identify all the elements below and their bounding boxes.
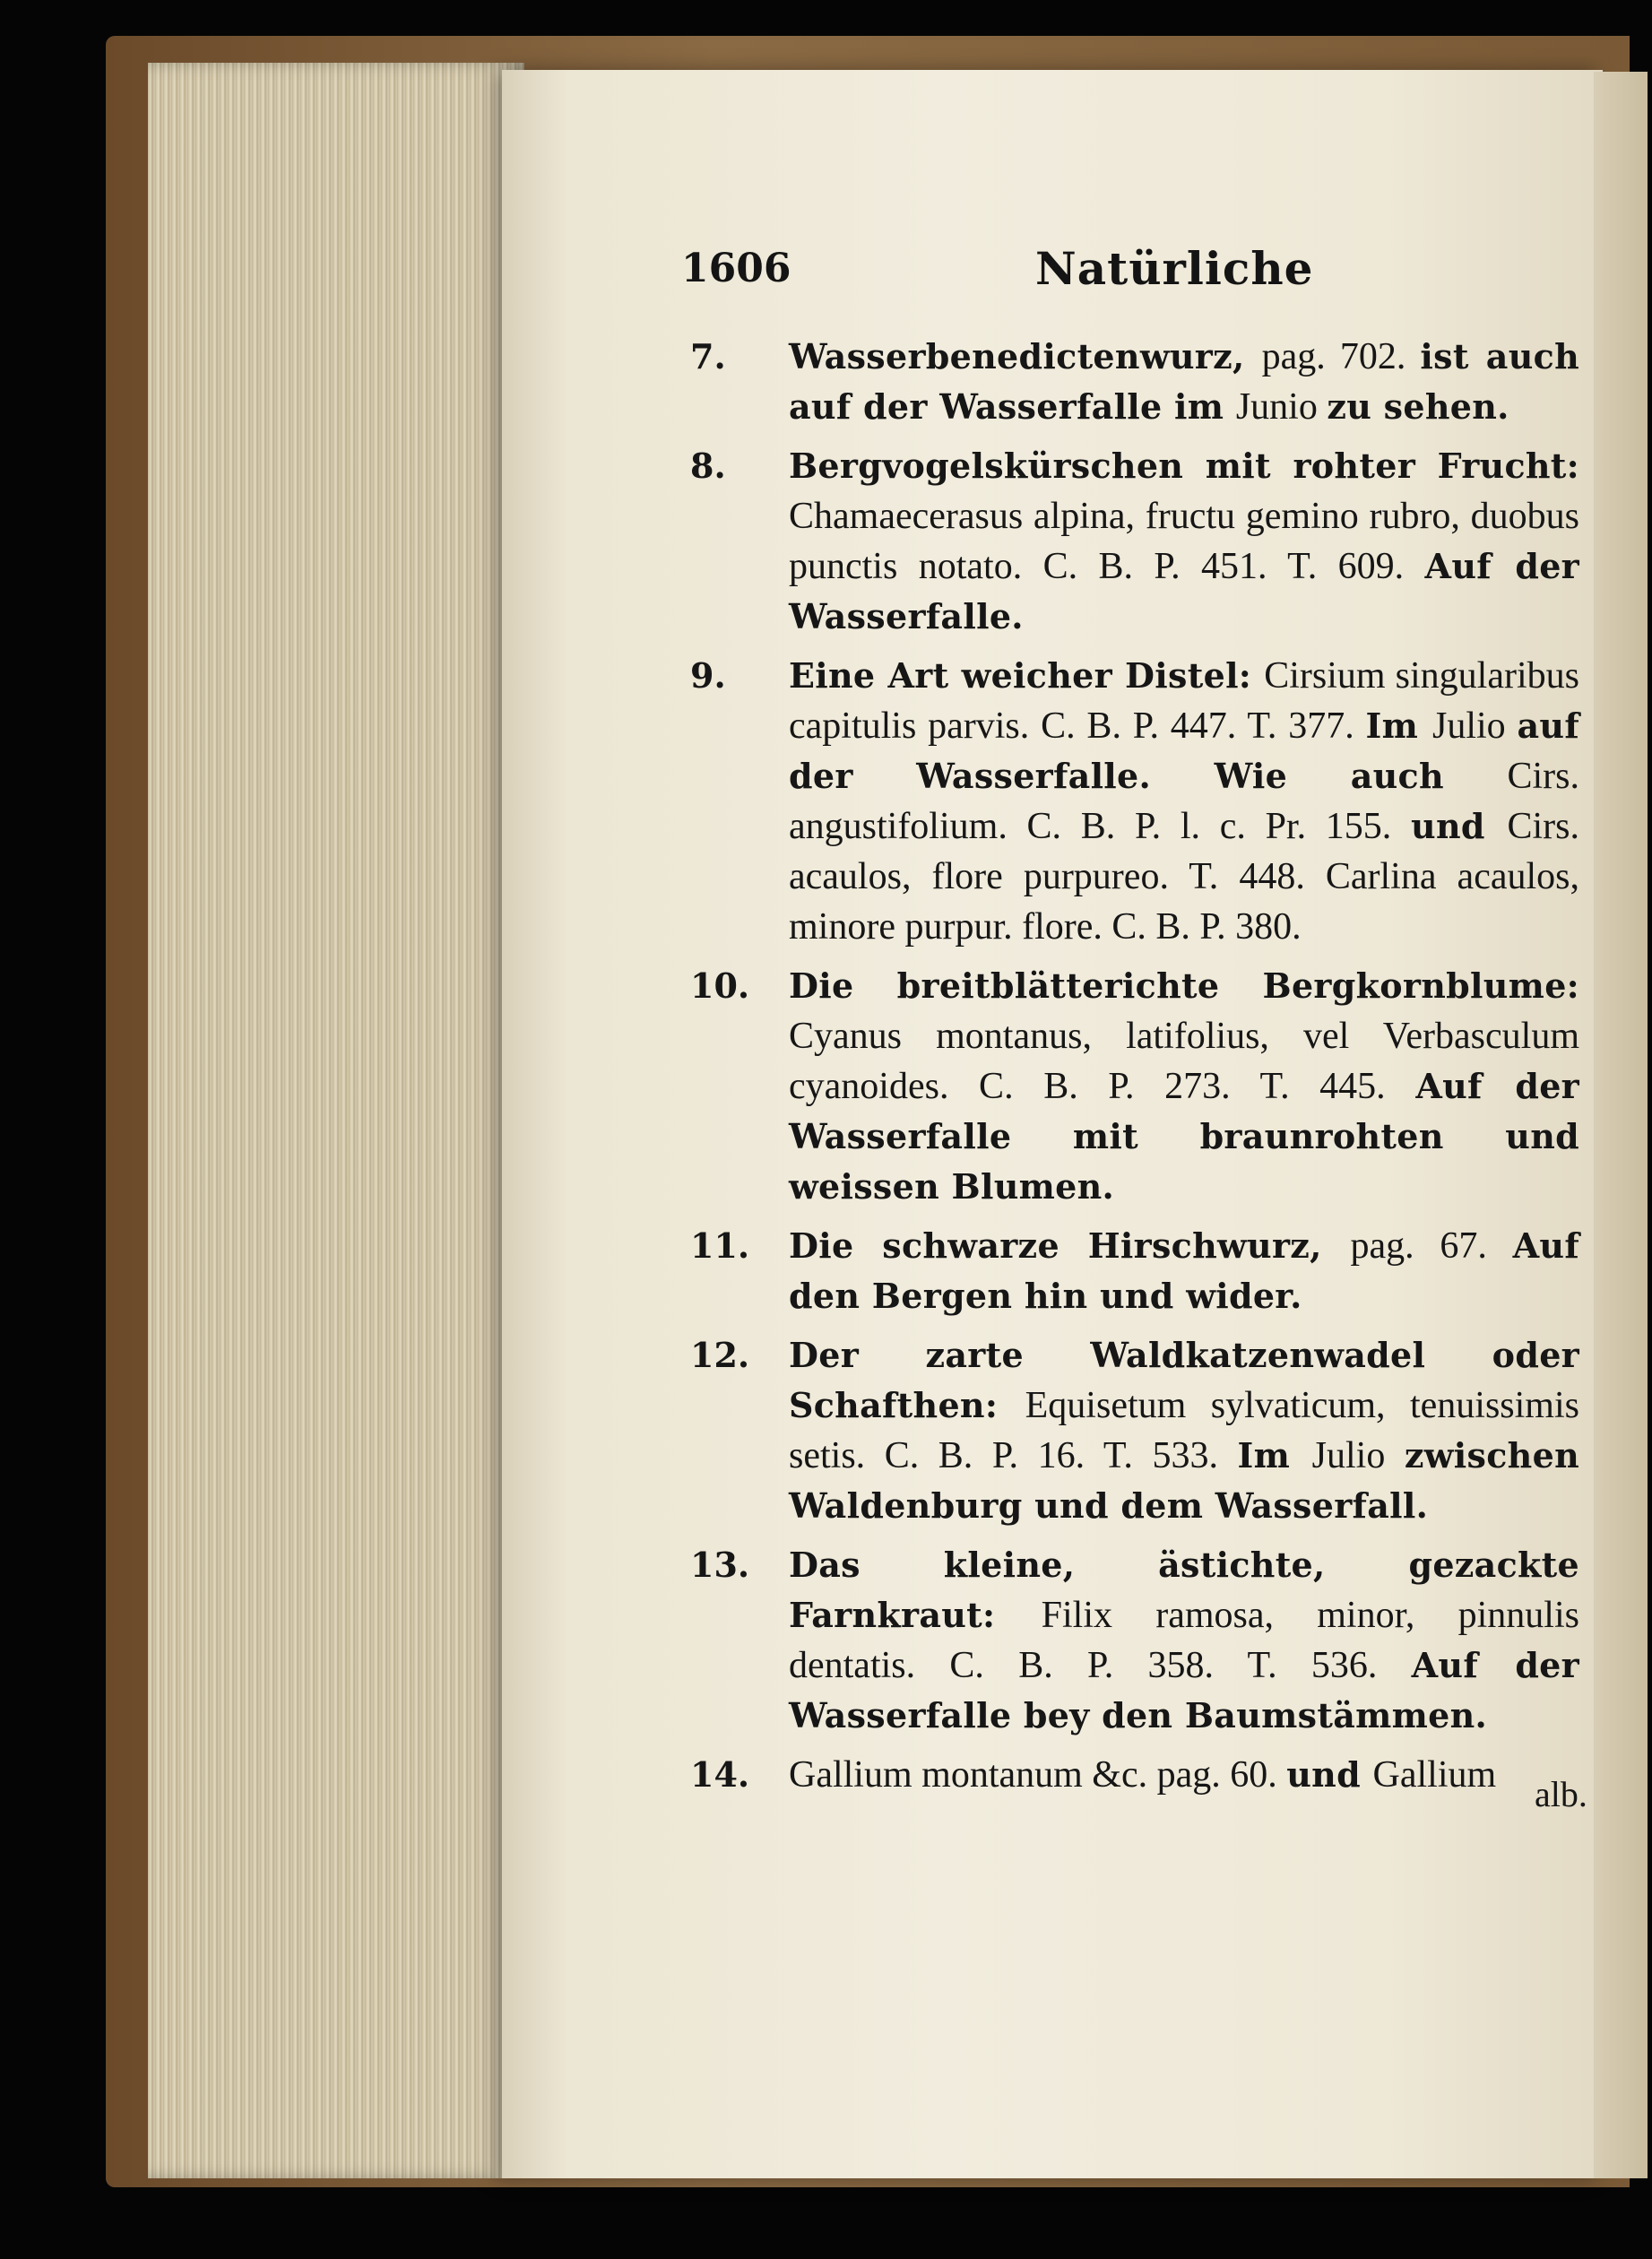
latin-text: Julio bbox=[1311, 1435, 1405, 1476]
latin-text: pag. 67. bbox=[1350, 1225, 1513, 1267]
entry-number: 13. bbox=[690, 1545, 750, 1585]
german-text: Im bbox=[1237, 1435, 1312, 1476]
list-item bbox=[690, 332, 1579, 432]
german-text: und bbox=[1286, 1754, 1373, 1795]
entry-text bbox=[789, 332, 1579, 432]
german-text: Wasserbenedictenwurz, bbox=[789, 336, 1262, 376]
entry-text bbox=[789, 961, 1579, 1212]
german-text: zwischen Waldenburg und dem Wasserfall. bbox=[789, 1435, 1579, 1526]
list-item bbox=[690, 1750, 1579, 1800]
german-text: zu sehen. bbox=[1327, 386, 1509, 427]
german-text: und bbox=[1411, 806, 1508, 846]
entry-text bbox=[789, 1750, 1579, 1800]
latin-text: Cirs. angustifolium. C. B. P. l. c. Pr. 155. bbox=[789, 756, 1579, 847]
german-text: Im bbox=[1365, 705, 1432, 746]
page-header bbox=[681, 242, 1578, 305]
german-text: Auf der Wasserfalle bey den Baumstämmen. bbox=[789, 1645, 1579, 1735]
list-item bbox=[690, 441, 1579, 642]
entry-text bbox=[789, 651, 1579, 952]
running-title: Natürliche bbox=[1035, 242, 1314, 295]
latin-text: Chamaecerasus alpina, fructu gemino rubro, duobus punctis notato. C. B. P. 451. T. 609. bbox=[789, 496, 1579, 587]
entry-text bbox=[789, 1540, 1579, 1741]
german-text: ist auch auf der Wasserfalle im bbox=[789, 336, 1580, 427]
catchword: alb. bbox=[1535, 1774, 1587, 1814]
latin-text: Gallium bbox=[1372, 1754, 1497, 1796]
list-item bbox=[690, 961, 1579, 1212]
latin-text: Gallium montanum &c. pag. 60. bbox=[789, 1754, 1287, 1796]
list-item bbox=[690, 651, 1579, 952]
entry-list bbox=[690, 332, 1579, 1809]
entry-number: 10. bbox=[690, 965, 750, 1006]
latin-text: Filix ramosa, minor, pinnulis dentatis. C. B. P. 358. T. 536. bbox=[789, 1595, 1579, 1686]
german-text: Das kleine, ästichte, gezackte Farnkraut: bbox=[789, 1545, 1579, 1635]
page-stack-edges bbox=[148, 63, 524, 2178]
latin-text: Cirs. acaulos, flore purpureo. T. 448. Carlina acaulos, minore purpur. flore. C. B. P. 380. bbox=[789, 806, 1579, 948]
german-text: Die schwarze Hirschwurz, bbox=[789, 1225, 1351, 1266]
german-text: Auf der Wasserfalle mit braunrohten und weissen Blumen. bbox=[789, 1066, 1579, 1207]
latin-text: Julio bbox=[1431, 705, 1518, 747]
entry-number: 8. bbox=[690, 446, 726, 486]
german-text: Bergvogelskürschen mit rohter Frucht: bbox=[789, 446, 1579, 486]
entry-number: 14. bbox=[690, 1754, 750, 1795]
entry-number: 12. bbox=[690, 1335, 750, 1375]
entry-text bbox=[789, 1330, 1579, 1531]
list-item bbox=[690, 1221, 1579, 1321]
entry-number: 7. bbox=[690, 336, 726, 376]
page-number: 1606 bbox=[681, 246, 791, 291]
latin-text: pag. 702. bbox=[1261, 336, 1421, 377]
german-text: Eine Art weicher Distel: bbox=[789, 655, 1265, 696]
latin-text: Cirsium singularibus capitulis parvis. C. B. P. 447. T. 377. bbox=[789, 655, 1579, 747]
latin-text: Cyanus montanus, latifolius, vel Verbasculum cyanoides. C. B. P. 273. T. 445. bbox=[789, 1016, 1579, 1107]
entry-number: 9. bbox=[690, 655, 726, 696]
list-item bbox=[690, 1330, 1579, 1531]
list-item bbox=[690, 1540, 1579, 1741]
facing-page-edge bbox=[1594, 72, 1648, 2178]
latin-text: Junio bbox=[1235, 386, 1328, 428]
entry-text bbox=[789, 441, 1579, 642]
german-text: Auf der Wasserfalle. bbox=[789, 546, 1579, 636]
german-text: Auf den Bergen hin und wider. bbox=[789, 1225, 1579, 1316]
entry-number: 11. bbox=[690, 1225, 750, 1266]
german-text: Der zarte Waldkatzenwadel oder Schafthen: bbox=[789, 1335, 1579, 1425]
german-text: auf der Wasserfalle. Wie auch bbox=[789, 705, 1579, 796]
german-text: Die breitblätterichte Bergkornblume: bbox=[789, 965, 1579, 1006]
entry-text bbox=[789, 1221, 1579, 1321]
latin-text: Equisetum sylvaticum, tenuissimis setis. C. B. P. 16. T. 533. bbox=[789, 1385, 1579, 1476]
